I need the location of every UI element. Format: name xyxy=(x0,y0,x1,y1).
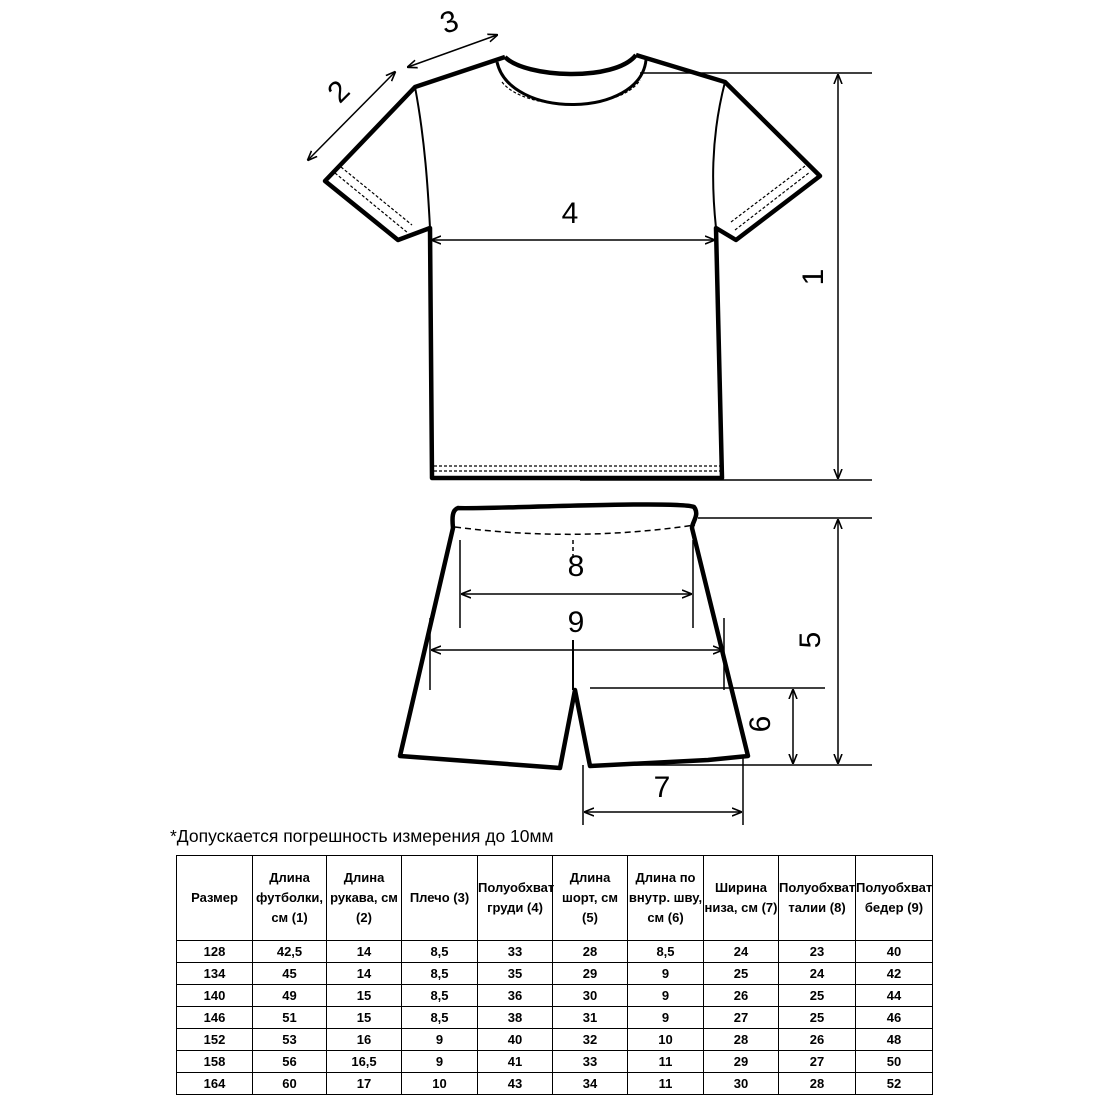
table-cell: 8,5 xyxy=(402,941,478,963)
tshirt-measurements xyxy=(308,35,872,480)
table-cell: 9 xyxy=(628,963,704,985)
size-chart-table xyxy=(176,855,933,1095)
table-cell: 14 xyxy=(327,963,402,985)
table-cell: 15 xyxy=(327,985,402,1007)
table-cell: 15 xyxy=(327,1007,402,1029)
table-cell: 40 xyxy=(478,1029,553,1051)
table-cell: 28 xyxy=(553,941,628,963)
table-row xyxy=(177,985,933,1007)
table-cell: 45 xyxy=(253,963,327,985)
table-cell: 9 xyxy=(402,1051,478,1073)
table-cell: 42,5 xyxy=(253,941,327,963)
table-cell: 27 xyxy=(704,1007,779,1029)
table-cell: 46 xyxy=(856,1007,933,1029)
table-row xyxy=(177,1007,933,1029)
table-cell: 44 xyxy=(856,985,933,1007)
table-cell: 25 xyxy=(779,985,856,1007)
label-chest-half: 4 xyxy=(561,197,579,230)
header-sleeve-length: Длина рукава, см (2) xyxy=(327,856,402,941)
header-shorts-length: Длина шорт, см (5) xyxy=(553,856,628,941)
table-header-row xyxy=(177,856,933,941)
table-cell: 26 xyxy=(704,985,779,1007)
label-inseam: 6 xyxy=(743,715,777,733)
table-cell: 25 xyxy=(704,963,779,985)
table-cell: 24 xyxy=(779,963,856,985)
table-cell: 152 xyxy=(177,1029,253,1051)
table-cell: 25 xyxy=(779,1007,856,1029)
table-cell: 10 xyxy=(628,1029,704,1051)
table-cell: 33 xyxy=(553,1051,628,1073)
header-inseam: Длина по внутр. шву, см (6) xyxy=(628,856,704,941)
table-cell: 41 xyxy=(478,1051,553,1073)
table-cell: 28 xyxy=(779,1073,856,1095)
tshirt-outline xyxy=(325,55,820,478)
table-cell: 28 xyxy=(704,1029,779,1051)
table-cell: 23 xyxy=(779,941,856,963)
label-hips-half: 9 xyxy=(567,606,585,639)
table-cell: 17 xyxy=(327,1073,402,1095)
table-cell: 11 xyxy=(628,1051,704,1073)
table-cell: 56 xyxy=(253,1051,327,1073)
table-cell: 29 xyxy=(553,963,628,985)
table-cell: 29 xyxy=(704,1051,779,1073)
table-cell: 16,5 xyxy=(327,1051,402,1073)
table-body xyxy=(177,941,933,1095)
table-row xyxy=(177,963,933,985)
table-cell: 10 xyxy=(402,1073,478,1095)
table-cell: 36 xyxy=(478,985,553,1007)
table-cell: 8,5 xyxy=(402,1007,478,1029)
table-row xyxy=(177,1073,933,1095)
table-cell: 9 xyxy=(402,1029,478,1051)
table-cell: 158 xyxy=(177,1051,253,1073)
table-cell: 164 xyxy=(177,1073,253,1095)
table-cell: 43 xyxy=(478,1073,553,1095)
table-cell: 32 xyxy=(553,1029,628,1051)
shorts-measurements xyxy=(430,518,872,825)
table-cell: 42 xyxy=(856,963,933,985)
table-cell: 30 xyxy=(704,1073,779,1095)
table-cell: 27 xyxy=(779,1051,856,1073)
table-cell: 26 xyxy=(779,1029,856,1051)
measurement-tolerance-note: *Допускается погрешность измерения до 10мм xyxy=(170,826,554,846)
table-cell: 16 xyxy=(327,1029,402,1051)
label-sleeve-length: 2 xyxy=(321,74,357,110)
table-cell: 24 xyxy=(704,941,779,963)
table-cell: 11 xyxy=(628,1073,704,1095)
table-cell: 60 xyxy=(253,1073,327,1095)
header-shoulder: Плечо (3) xyxy=(402,856,478,941)
table-cell: 51 xyxy=(253,1007,327,1029)
table-row xyxy=(177,1051,933,1073)
table-cell: 49 xyxy=(253,985,327,1007)
table-cell: 35 xyxy=(478,963,553,985)
table-cell: 52 xyxy=(856,1073,933,1095)
table-cell: 33 xyxy=(478,941,553,963)
label-waist-half: 8 xyxy=(567,550,585,583)
table-cell: 53 xyxy=(253,1029,327,1051)
table-cell: 14 xyxy=(327,941,402,963)
label-shoulder: 3 xyxy=(435,4,463,41)
table-cell: 34 xyxy=(553,1073,628,1095)
table-cell: 31 xyxy=(553,1007,628,1029)
table-row xyxy=(177,1029,933,1051)
label-tshirt-length: 1 xyxy=(796,268,830,286)
table-row xyxy=(177,941,933,963)
table-cell: 8,5 xyxy=(628,941,704,963)
table-cell: 134 xyxy=(177,963,253,985)
table-cell: 48 xyxy=(856,1029,933,1051)
table-cell: 140 xyxy=(177,985,253,1007)
header-hem-width: Ширина низа, см (7) xyxy=(704,856,779,941)
table-cell: 30 xyxy=(553,985,628,1007)
table-cell: 146 xyxy=(177,1007,253,1029)
table-cell: 8,5 xyxy=(402,985,478,1007)
table-cell: 9 xyxy=(628,1007,704,1029)
header-waist-half: Полуобхват талии (8) xyxy=(779,856,856,941)
table-cell: 8,5 xyxy=(402,963,478,985)
label-shorts-length: 5 xyxy=(793,631,827,649)
table-cell: 128 xyxy=(177,941,253,963)
header-tshirt-length: Длина футболки, см (1) xyxy=(253,856,327,941)
label-hem-width: 7 xyxy=(653,771,671,804)
table-cell: 38 xyxy=(478,1007,553,1029)
table-cell: 50 xyxy=(856,1051,933,1073)
table-cell: 40 xyxy=(856,941,933,963)
header-chest-half: Полуобхват груди (4) xyxy=(478,856,553,941)
table-cell: 9 xyxy=(628,985,704,1007)
header-hips-half: Полуобхват бедер (9) xyxy=(856,856,933,941)
header-size: Размер xyxy=(177,856,253,941)
